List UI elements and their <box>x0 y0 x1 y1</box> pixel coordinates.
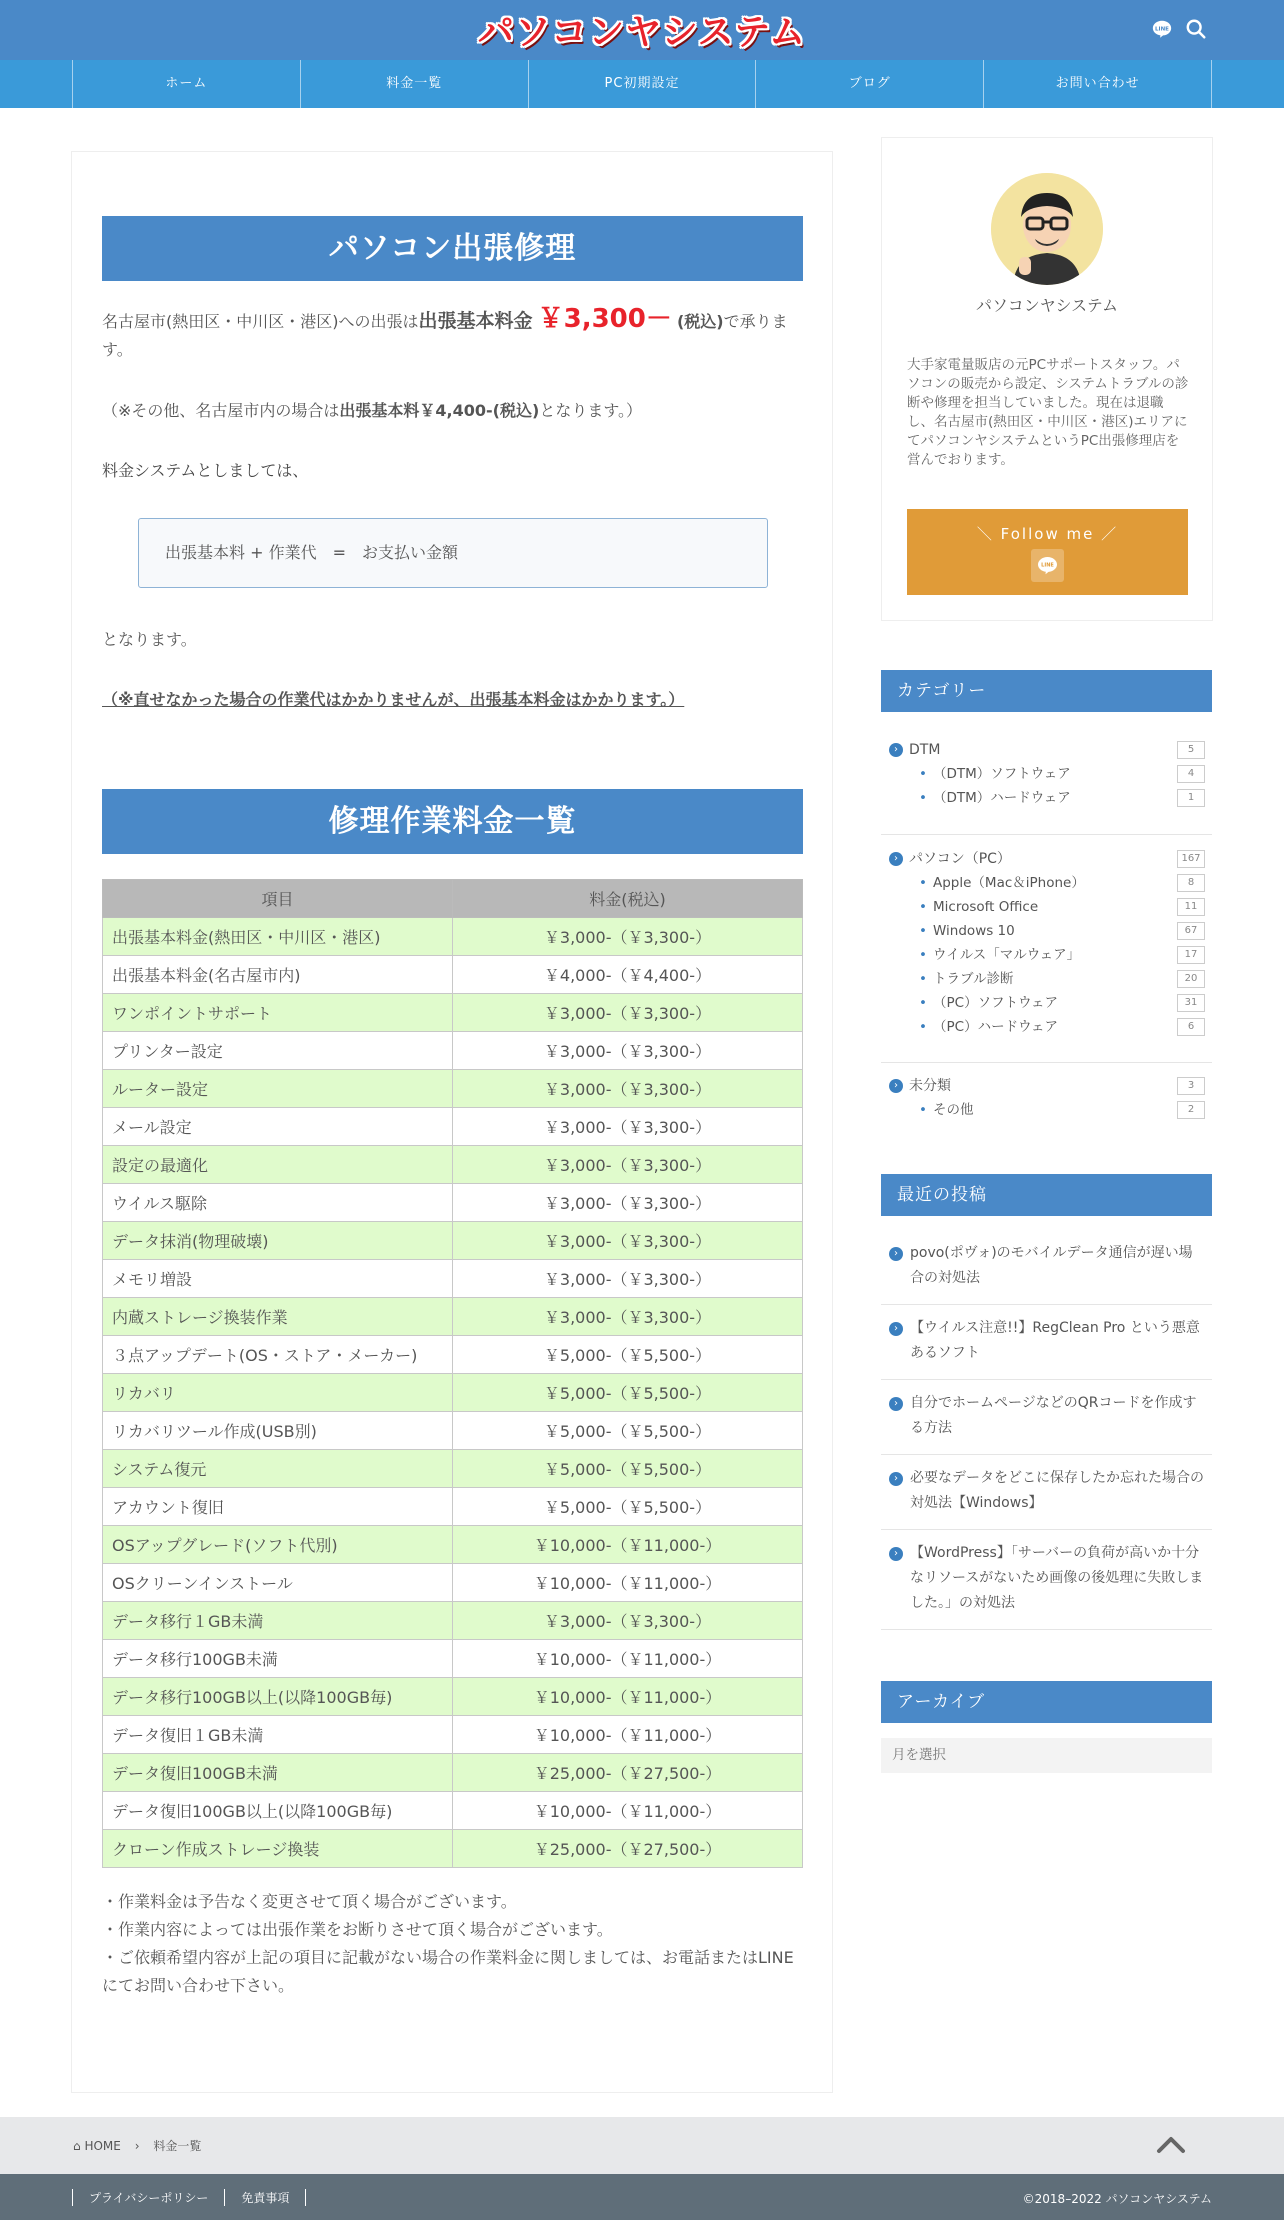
table-row <box>103 918 803 956</box>
categories-title: カテゴリー <box>881 670 1212 712</box>
site-logo[interactable]: パソコンヤシステム <box>477 12 807 53</box>
table-row <box>103 1184 803 1222</box>
arrow-circle-icon: › <box>889 1472 903 1486</box>
subcategory-count: 17 <box>1177 946 1205 964</box>
recent-posts-title: 最近の投稿 <box>881 1174 1212 1216</box>
subcategory-count: 4 <box>1177 765 1205 783</box>
follow-me-label: ＼ Follow me ／ <box>976 525 1119 543</box>
table-cell-item: メール設定 <box>103 1108 453 1146</box>
table-row <box>103 1222 803 1260</box>
nav-pc-setup[interactable]: PC初期設定 <box>529 60 757 108</box>
subcategory-item[interactable] <box>889 967 1205 991</box>
home-icon: ⌂ <box>73 2139 81 2153</box>
line-follow-button[interactable] <box>1031 549 1064 582</box>
category-count: 3 <box>1177 1077 1205 1095</box>
price-table <box>102 879 803 1868</box>
table-row <box>103 1564 803 1602</box>
category-label: パソコン（PC） <box>909 851 1011 867</box>
subcategory-label: （PC）ソフトウェア <box>933 995 1059 1011</box>
recent-post-title: povo(ポヴォ)のモバイルデータ通信が遅い場合の対処法 <box>910 1245 1193 1286</box>
table-cell-item: リカバリツール作成(USB別) <box>103 1412 453 1450</box>
category-count: 167 <box>1177 850 1205 868</box>
site-header <box>0 0 1284 60</box>
table-cell-price: ￥10,000-（￥11,000-） <box>453 1640 803 1678</box>
arrow-circle-icon: › <box>889 743 903 757</box>
search-icon[interactable] <box>1185 18 1209 42</box>
table-row <box>103 1260 803 1298</box>
table-row <box>103 1526 803 1564</box>
note-line: ・ご依頼希望内容が上記の項目に記載がない場合の作業料金に関しましては、お電話またはLINEにてお問い合わせ下さい。 <box>102 1948 794 1995</box>
intro-tax: (税込) <box>676 312 724 331</box>
note-line: ・作業料金は予告なく変更させて頂く場合がございます。 <box>102 1892 517 1911</box>
footer-links <box>72 2189 306 2206</box>
subcategory-item[interactable] <box>889 1098 1205 1122</box>
divider <box>881 834 1212 835</box>
arrow-circle-icon: › <box>889 1397 903 1411</box>
table-row <box>103 1108 803 1146</box>
table-cell-item: メモリ増設 <box>103 1260 453 1298</box>
system-label: 料金システムとしましては、 <box>102 461 309 480</box>
follow-me-box <box>907 509 1188 595</box>
recent-post-link[interactable] <box>889 1316 1205 1366</box>
back-to-top-icon[interactable] <box>1156 2127 1186 2162</box>
table-cell-price: ￥3,000-（￥3,300-） <box>453 1146 803 1184</box>
section-title-onsite-repair: パソコン出張修理 <box>102 216 803 281</box>
bullet-icon: • <box>919 923 927 939</box>
table-cell-item: リカバリ <box>103 1374 453 1412</box>
archive-select[interactable]: 月を選択 <box>881 1738 1212 1773</box>
table-cell-item: ウイルス駆除 <box>103 1184 453 1222</box>
subcategory-count: 8 <box>1177 874 1205 892</box>
recent-post-title: 自分でホームページなどのQRコードを作成する方法 <box>910 1395 1197 1436</box>
becomes-text: となります。 <box>102 630 197 649</box>
category-group <box>889 1074 1205 1122</box>
subcategory-count: 11 <box>1177 898 1205 916</box>
table-cell-item: データ復旧１GB未満 <box>103 1716 453 1754</box>
table-row <box>103 956 803 994</box>
divider <box>881 1304 1212 1305</box>
divider <box>881 1629 1212 1630</box>
bullet-icon: • <box>919 995 927 1011</box>
category-group <box>889 738 1205 810</box>
table-cell-price: ￥3,000-（￥3,300-） <box>453 1108 803 1146</box>
divider <box>881 1454 1212 1455</box>
table-cell-item: データ移行100GB未満 <box>103 1640 453 1678</box>
main-content <box>71 151 833 2093</box>
table-cell-item: データ抹消(物理破壊) <box>103 1222 453 1260</box>
subcategory-count: 31 <box>1177 994 1205 1012</box>
note-pre: （※その他、名古屋市内の場合は <box>102 401 340 420</box>
table-cell-item: データ移行100GB以上(以降100GB毎) <box>103 1678 453 1716</box>
table-row <box>103 1070 803 1108</box>
bullet-icon: • <box>919 790 927 806</box>
site-footer <box>0 2174 1284 2220</box>
subcategory-label: Windows 10 <box>933 923 1015 939</box>
table-row <box>103 1754 803 1792</box>
subcategory-label: （DTM）ハードウェア <box>933 790 1071 806</box>
bullet-icon: • <box>919 766 927 782</box>
table-cell-price: ￥10,000-（￥11,000-） <box>453 1526 803 1564</box>
svg-text:LINE: LINE <box>1041 562 1054 569</box>
table-row <box>103 1602 803 1640</box>
subcategory-label: Apple（Mac＆iPhone） <box>933 875 1085 891</box>
recent-post-title: 【WordPress】「サーバーの負荷が高いか十分なリソースがないため画像の後処理に失敗しました。」の対処法 <box>910 1545 1204 1611</box>
table-cell-item: 出張基本料金(名古屋市内) <box>103 956 453 994</box>
nav-blog[interactable]: ブログ <box>756 60 984 108</box>
table-cell-price: ￥5,000-（￥5,500-） <box>453 1412 803 1450</box>
table-cell-price: ￥3,000-（￥3,300-） <box>453 994 803 1032</box>
subcategory-item[interactable] <box>889 991 1205 1015</box>
category-label: DTM <box>909 742 941 758</box>
divider <box>881 1379 1212 1380</box>
category-item[interactable] <box>889 847 1205 871</box>
recent-post-title: 必要なデータをどこに保存したか忘れた場合の対処法【Windows】 <box>910 1470 1204 1511</box>
table-cell-price: ￥5,000-（￥5,500-） <box>453 1374 803 1412</box>
arrow-circle-icon: › <box>889 1247 903 1261</box>
bullet-icon: • <box>919 875 927 891</box>
category-count: 5 <box>1177 741 1205 759</box>
table-row <box>103 1792 803 1830</box>
copyright: ©2018–2022 パソコンヤシステム <box>1022 2192 1212 2206</box>
table-cell-price: ￥5,000-（￥5,500-） <box>453 1336 803 1374</box>
table-row <box>103 1336 803 1374</box>
recent-post-link[interactable] <box>889 1391 1205 1441</box>
subcategory-count: 20 <box>1177 970 1205 988</box>
subcategory-count: 6 <box>1177 1018 1205 1036</box>
subcategory-item[interactable] <box>889 762 1205 786</box>
table-cell-price: ￥10,000-（￥11,000-） <box>453 1678 803 1716</box>
table-cell-price: ￥3,000-（￥3,300-） <box>453 918 803 956</box>
arrow-circle-icon: › <box>889 1547 903 1561</box>
nav-pricing[interactable]: 料金一覧 <box>301 60 529 108</box>
category-item[interactable] <box>889 738 1205 762</box>
recent-post-link[interactable] <box>889 1541 1205 1616</box>
subcategory-item[interactable] <box>889 919 1205 943</box>
global-nav <box>0 60 1284 108</box>
table-cell-item: 設定の最適化 <box>103 1146 453 1184</box>
table-row <box>103 1830 803 1868</box>
category-group <box>889 847 1205 1039</box>
table-cell-item: 内蔵ストレージ換装作業 <box>103 1298 453 1336</box>
table-cell-price: ￥3,000-（￥3,300-） <box>453 1184 803 1222</box>
subcategory-label: （PC）ハードウェア <box>933 1019 1059 1035</box>
profile-widget <box>881 137 1213 621</box>
note-line: ・作業内容によっては出張作業をお断りさせて頂く場合がございます。 <box>102 1920 613 1939</box>
table-cell-item: プリンター設定 <box>103 1032 453 1070</box>
table-cell-item: OSアップグレード(ソフト代別) <box>103 1526 453 1564</box>
subcategory-count: 67 <box>1177 922 1205 940</box>
subcategory-item[interactable] <box>889 895 1205 919</box>
svg-text:LINE: LINE <box>1155 26 1169 33</box>
intro-text: 名古屋市(熱田区・中川区・港区)への出張は <box>102 312 419 331</box>
table-row <box>103 1146 803 1184</box>
subcategory-count: 1 <box>1177 789 1205 807</box>
table-cell-item: ３点アップデート(OS・ストア・メーカー) <box>103 1336 453 1374</box>
subcategory-label: その他 <box>933 1102 974 1118</box>
warning-text <box>102 686 803 714</box>
bullet-icon: • <box>919 971 927 987</box>
subcategory-item[interactable] <box>889 786 1205 810</box>
bullet-icon: • <box>919 899 927 915</box>
price-notes <box>102 1888 803 2000</box>
table-cell-item: ワンポイントサポート <box>103 994 453 1032</box>
table-cell-item: ルーター設定 <box>103 1070 453 1108</box>
table-cell-price: ￥4,000-（￥4,400-） <box>453 956 803 994</box>
table-cell-item: 出張基本料金(熱田区・中川区・港区) <box>103 918 453 956</box>
recent-post-link[interactable] <box>889 1241 1205 1291</box>
subcategory-label: Microsoft Office <box>933 899 1039 915</box>
warning-underline: （※直せなかった場合の作業代はかかりませんが、出張基本料金はかかります。） <box>102 690 685 709</box>
table-row <box>103 1716 803 1754</box>
footer-link-privacy[interactable]: プライバシーポリシー <box>72 2189 224 2206</box>
profile-description: 大手家電量販店の元PCサポートスタッフ。パソコンの販売から設定、システムトラブルの診断や修理を担当していました。現在は退職し、名古屋市(熱田区・中川区・港区)エリアにてパソコンヤシステムというPC出張修理店を営んでおります。 <box>907 357 1189 468</box>
table-row <box>103 1032 803 1070</box>
arrow-circle-icon: › <box>889 852 903 866</box>
chevron-right-icon: › <box>134 2139 140 2153</box>
section-title-price-list: 修理作業料金一覧 <box>102 789 803 854</box>
footer-link-disclaimer[interactable]: 免責事項 <box>224 2189 306 2206</box>
table-cell-item: データ復旧100GB以上(以降100GB毎) <box>103 1792 453 1830</box>
category-item[interactable] <box>889 1074 1205 1098</box>
intro-price: ￥3,300－ <box>537 304 672 334</box>
bullet-icon: • <box>919 1102 927 1118</box>
table-row <box>103 1298 803 1336</box>
breadcrumb-home[interactable]: HOME <box>84 2139 121 2153</box>
profile-name: パソコンヤシステム <box>976 296 1118 315</box>
subcategory-item[interactable] <box>889 871 1205 895</box>
divider <box>881 1062 1212 1063</box>
subcategory-count: 2 <box>1177 1101 1205 1119</box>
note-post: となります。） <box>539 401 643 420</box>
formula-box: 出張基本料 + 作業代 = お支払い金額 <box>138 518 768 588</box>
table-cell-price: ￥3,000-（￥3,300-） <box>453 1298 803 1336</box>
avatar <box>991 173 1103 285</box>
table-row <box>103 1374 803 1412</box>
intro-paragraph <box>102 305 803 364</box>
table-cell-price: ￥3,000-（￥3,300-） <box>453 1070 803 1108</box>
bullet-icon: • <box>919 1019 927 1035</box>
bullet-icon: • <box>919 947 927 963</box>
breadcrumb-bar <box>0 2117 1284 2174</box>
column-header-item: 項目 <box>103 880 453 918</box>
column-header-price: 料金(税込) <box>453 880 803 918</box>
table-cell-price: ￥10,000-（￥11,000-） <box>453 1564 803 1602</box>
table-cell-item: システム復元 <box>103 1450 453 1488</box>
subcategory-label: ウイルス「マルウェア」 <box>933 947 1081 963</box>
divider <box>881 1529 1212 1530</box>
subcategory-item[interactable] <box>889 943 1205 967</box>
table-cell-price: ￥3,000-（￥3,300-） <box>453 1222 803 1260</box>
table-cell-item: クローン作成ストレージ換装 <box>103 1830 453 1868</box>
subcategory-label: トラブル診断 <box>933 971 1014 987</box>
table-cell-price: ￥25,000-（￥27,500-） <box>453 1754 803 1792</box>
table-row <box>103 1488 803 1526</box>
nav-home[interactable]: ホーム <box>73 60 301 108</box>
breadcrumb-current: 料金一覧 <box>153 2139 202 2153</box>
line-icon[interactable] <box>1151 18 1175 42</box>
arrow-circle-icon: › <box>889 1079 903 1093</box>
table-row <box>103 1412 803 1450</box>
category-label: 未分類 <box>909 1078 951 1094</box>
table-row <box>103 1678 803 1716</box>
recent-post-link[interactable] <box>889 1466 1205 1516</box>
table-row <box>103 1450 803 1488</box>
subcategory-label: （DTM）ソフトウェア <box>933 766 1071 782</box>
table-cell-price: ￥3,000-（￥3,300-） <box>453 1032 803 1070</box>
recent-post-title: 【ウイルス注意!!】RegClean Pro という悪意あるソフト <box>910 1320 1200 1361</box>
intro-post: で承ります。 <box>102 312 788 359</box>
table-cell-price: ￥3,000-（￥3,300-） <box>453 1602 803 1640</box>
subcategory-item[interactable] <box>889 1015 1205 1039</box>
table-cell-price: ￥5,000-（￥5,500-） <box>453 1450 803 1488</box>
note-other-areas <box>102 397 803 425</box>
breadcrumb <box>73 2137 201 2154</box>
table-cell-price: ￥3,000-（￥3,300-） <box>453 1260 803 1298</box>
arrow-circle-icon: › <box>889 1322 903 1336</box>
table-cell-price: ￥25,000-（￥27,500-） <box>453 1830 803 1868</box>
table-cell-item: データ移行１GB未満 <box>103 1602 453 1640</box>
nav-contact[interactable]: お問い合わせ <box>984 60 1212 108</box>
table-cell-price: ￥5,000-（￥5,500-） <box>453 1488 803 1526</box>
note-bold: 出張基本料￥4,400-(税込) <box>339 401 540 420</box>
intro-bold: 出張基本料金 <box>418 310 533 332</box>
archive-title: アーカイブ <box>881 1681 1212 1723</box>
table-cell-item: アカウント復旧 <box>103 1488 453 1526</box>
table-row <box>103 994 803 1032</box>
table-row <box>103 1640 803 1678</box>
table-cell-item: OSクリーンインストール <box>103 1564 453 1602</box>
table-cell-item: データ復旧100GB未満 <box>103 1754 453 1792</box>
table-cell-price: ￥10,000-（￥11,000-） <box>453 1716 803 1754</box>
table-cell-price: ￥10,000-（￥11,000-） <box>453 1792 803 1830</box>
